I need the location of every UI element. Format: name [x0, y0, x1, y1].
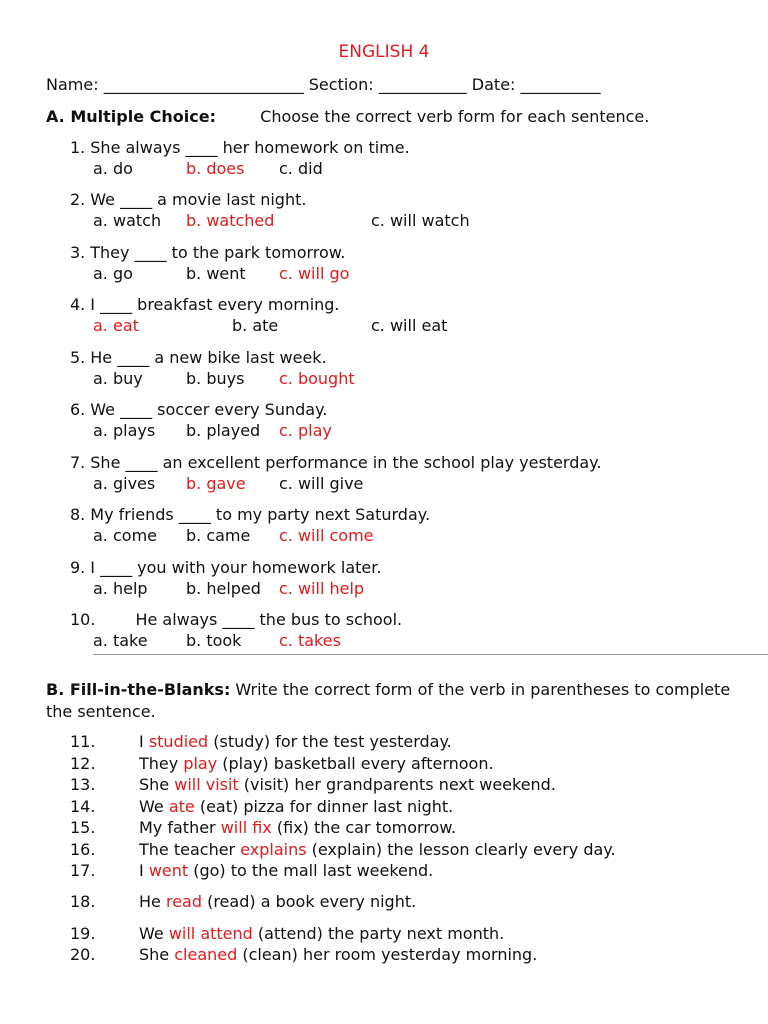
filled-answer: ate: [168, 797, 195, 816]
question-number: 5.: [70, 348, 86, 367]
filled-answer: will attend: [168, 924, 253, 943]
sentence-end: (study) for the test yesterday.: [208, 732, 452, 751]
question-number: 11.: [70, 732, 96, 751]
answer-option: a. go: [93, 264, 133, 283]
answer-option: a. gives: [93, 474, 156, 493]
question-sentence: [139, 892, 416, 911]
question-number: 20.: [70, 945, 96, 964]
answer-option: b. ate: [232, 316, 279, 335]
question-5: [70, 348, 327, 367]
section-a-heading-line: [46, 107, 649, 126]
answer-option: b. helped: [186, 579, 261, 598]
section-b-instruction: Write the correct form of the verb in parentheses to complete the sentence.: [46, 680, 731, 721]
question-text: We ____ a movie last night.: [90, 190, 307, 209]
question-number: 17.: [70, 861, 96, 880]
question-text: I ____ breakfast every morning.: [90, 295, 340, 314]
section-b-heading-block: [46, 679, 746, 723]
question-sentence: [139, 797, 453, 816]
question-text: She always ____ her homework on time.: [90, 138, 410, 157]
correct-option: a. eat: [93, 316, 139, 335]
correct-option: c. will come: [279, 526, 374, 545]
answer-option: b. came: [186, 526, 251, 545]
question-7: [70, 453, 601, 472]
student-info-line: [46, 75, 601, 94]
question-number: 7.: [70, 453, 86, 472]
question-4: [70, 295, 340, 314]
sentence-start: My father: [139, 818, 221, 837]
answer-option: b. went: [186, 264, 246, 283]
question-text: We ____ soccer every Sunday.: [90, 400, 328, 419]
sentence-start: They: [139, 754, 184, 773]
question-number: 19.: [70, 924, 96, 943]
name-label: Name:: [46, 75, 104, 94]
answer-option: a. buy: [93, 369, 143, 388]
correct-option: c. bought: [279, 369, 355, 388]
sentence-start: I: [139, 861, 149, 880]
section-blank: ___________: [378, 75, 467, 94]
date-blank: __________: [520, 75, 601, 94]
question-sentence: [139, 945, 537, 964]
question-2: [70, 190, 306, 209]
correct-option: c. will help: [279, 579, 365, 598]
section-label: Section:: [303, 75, 379, 94]
question-number: 16.: [70, 840, 96, 859]
section-a-instruction: Choose the correct verb form for each sentence.: [260, 107, 650, 126]
worksheet-title: ENGLISH 4: [338, 42, 430, 62]
correct-option: b. gave: [186, 474, 246, 493]
question-number: 12.: [70, 754, 96, 773]
question-sentence: [139, 732, 452, 751]
answer-option: b. took: [186, 631, 242, 650]
answer-option: b. buys: [186, 369, 245, 388]
question-number: 15.: [70, 818, 96, 837]
question-number: 9.: [70, 558, 86, 577]
filled-answer: play: [183, 754, 218, 773]
answer-option: c. will eat: [371, 316, 448, 335]
sentence-end: (visit) her grandparents next weekend.: [238, 775, 556, 794]
sentence-end: (attend) the party next month.: [252, 924, 505, 943]
correct-option: c. play: [279, 421, 332, 440]
sentence-start: She: [139, 775, 175, 794]
question-number: 2.: [70, 190, 86, 209]
section-a-heading: A. Multiple Choice:: [46, 107, 216, 126]
question-sentence: [139, 775, 556, 794]
question-number: 1.: [70, 138, 86, 157]
sentence-start: The teacher: [139, 840, 241, 859]
sentence-start: We: [139, 924, 169, 943]
sentence-end: (play) basketball every afternoon.: [217, 754, 494, 773]
correct-option: b. watched: [186, 211, 275, 230]
question-text: She ____ an excellent performance in the school play yesterday.: [90, 453, 602, 472]
sentence-end: (read) a book every night.: [202, 892, 417, 911]
question-text: They ____ to the park tomorrow.: [90, 243, 346, 262]
answer-option: a. help: [93, 579, 148, 598]
question-number: 10.: [70, 610, 96, 629]
question-number: 3.: [70, 243, 86, 262]
answer-option: c. will give: [279, 474, 364, 493]
question-sentence: [139, 840, 616, 859]
filled-answer: will fix: [220, 818, 272, 837]
sentence-start: We: [139, 797, 169, 816]
answer-option: a. plays: [93, 421, 156, 440]
section-b-heading: B. Fill-in-the-Blanks:: [46, 680, 231, 699]
question-number: 18.: [70, 892, 96, 911]
filled-answer: explains: [240, 840, 307, 859]
name-blank: _________________________: [103, 75, 304, 94]
question-number: 6.: [70, 400, 86, 419]
sentence-end: (clean) her room yesterday morning.: [237, 945, 538, 964]
answer-option: b. played: [186, 421, 261, 440]
question-text: He ____ a new bike last week.: [90, 348, 327, 367]
question-sentence: [139, 861, 433, 880]
sentence-start: I: [139, 732, 149, 751]
date-label: Date:: [466, 75, 521, 94]
question-text: He always ____ the bus to school.: [135, 610, 403, 629]
question-1: [70, 138, 410, 157]
sentence-end: (eat) pizza for dinner last night.: [194, 797, 454, 816]
question-sentence: [139, 818, 456, 837]
question-sentence: [139, 754, 494, 773]
sentence-end: (fix) the car tomorrow.: [271, 818, 457, 837]
answer-option: a. do: [93, 159, 133, 178]
question-number: 4.: [70, 295, 86, 314]
filled-answer: went: [148, 861, 189, 880]
question-sentence: [139, 924, 504, 943]
correct-option: b. does: [186, 159, 245, 178]
answer-option: a. come: [93, 526, 157, 545]
question-8: [70, 505, 430, 524]
sentence-start: He: [139, 892, 166, 911]
filled-answer: will visit: [174, 775, 239, 794]
question-9: [70, 558, 381, 577]
filled-answer: studied: [148, 732, 209, 751]
question-10: [70, 610, 402, 629]
correct-option: c. takes: [279, 631, 341, 650]
sentence-end: (explain) the lesson clearly every day.: [306, 840, 616, 859]
section-divider: [93, 654, 768, 655]
answer-option: a. take: [93, 631, 148, 650]
correct-option: c. will go: [279, 264, 350, 283]
sentence-end: (go) to the mall last weekend.: [188, 861, 434, 880]
filled-answer: read: [165, 892, 202, 911]
sentence-start: She: [139, 945, 175, 964]
question-text: My friends ____ to my party next Saturday.: [90, 505, 431, 524]
answer-option: c. will watch: [371, 211, 470, 230]
question-3: [70, 243, 346, 262]
question-number: 14.: [70, 797, 96, 816]
question-text: I ____ you with your homework later.: [90, 558, 382, 577]
question-number: 8.: [70, 505, 86, 524]
question-6: [70, 400, 327, 419]
answer-option: c. did: [279, 159, 323, 178]
answer-option: a. watch: [93, 211, 162, 230]
filled-answer: cleaned: [174, 945, 238, 964]
question-number: 13.: [70, 775, 96, 794]
